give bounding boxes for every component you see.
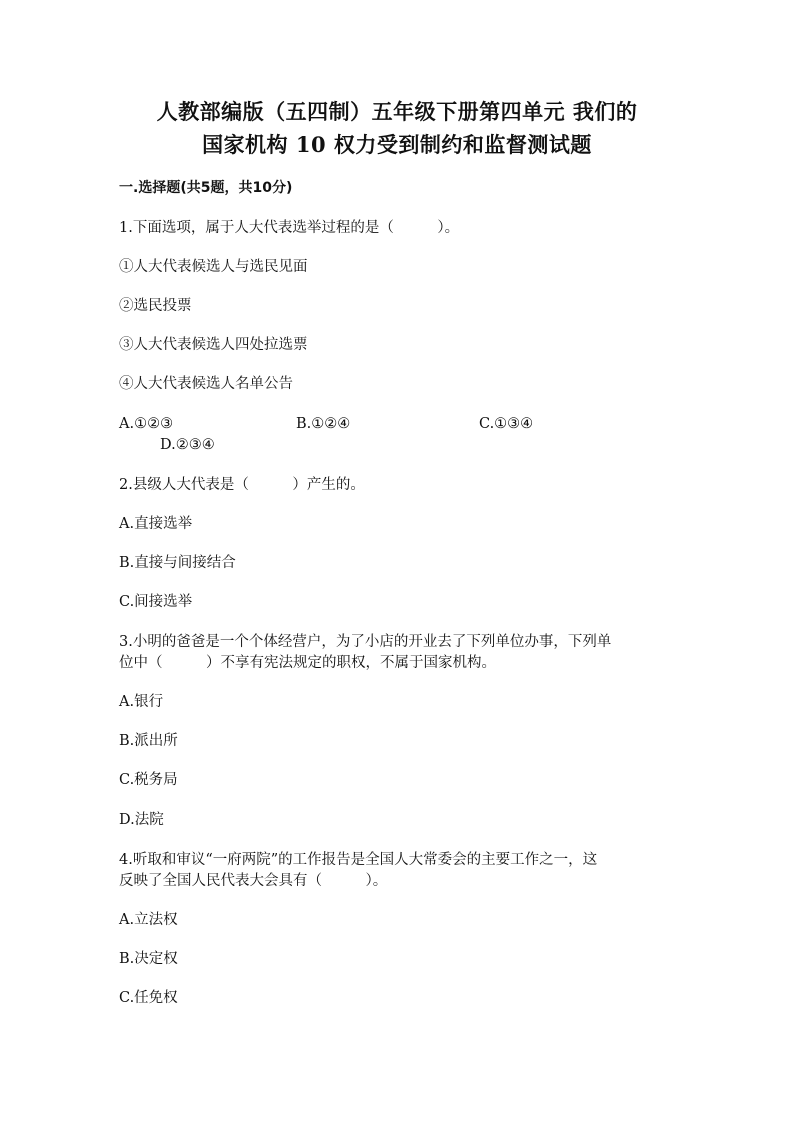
question-1-statement-3: ③人大代表候选人四处拉选票 (119, 337, 308, 353)
question-1-statement-2: ②选民投票 (119, 298, 192, 314)
question-3-option-a: A.银行 (119, 694, 164, 710)
question-4-stem-line-2: 反映了全国人民代表大会具有（ ）。 (119, 873, 388, 889)
question-3-option-b: B.派出所 (119, 733, 178, 749)
question-2-stem: 2.县级人大代表是（ ）产生的。 (119, 477, 365, 493)
question-1-option-c: C.①③④ (479, 416, 534, 432)
question-1-statement-1: ①人大代表候选人与选民见面 (119, 259, 308, 275)
question-1-option-d: D.②③④ (160, 437, 215, 453)
question-4-option-a: A.立法权 (119, 912, 178, 928)
question-3-stem-line-2: 位中（ ）不享有宪法规定的职权，不属于国家机构。 (119, 655, 496, 671)
question-3-option-c: C.税务局 (119, 772, 178, 788)
question-2-option-c: C.间接选举 (119, 594, 193, 610)
question-3-option-d: D.法院 (119, 812, 164, 828)
question-2-option-b: B.直接与间接结合 (119, 555, 236, 571)
question-4-stem-line-1: 4.听取和审议“一府两院”的工作报告是全国人大常委会的主要工作之一，这 (119, 852, 598, 868)
question-1-stem: 1.下面选项，属于人大代表选举过程的是（ ）。 (119, 220, 460, 236)
question-3-stem-line-1: 3.小明的爸爸是一个个体经营户，为了小店的开业去了下列单位办事，下列单 (119, 634, 612, 650)
document-title-line-1: 人教部编版（五四制）五年级下册第四单元 我们的 (156, 99, 638, 124)
question-2-option-a: A.直接选举 (119, 516, 193, 532)
question-4-option-b: B.决定权 (119, 951, 178, 967)
document-title-line-2: 国家机构 10 权力受到制约和监督测试题 (202, 132, 592, 157)
question-1-statement-4: ④人大代表候选人名单公告 (119, 376, 293, 392)
question-1-option-b: B.①②④ (296, 416, 351, 432)
question-4-option-c: C.任免权 (119, 990, 178, 1006)
question-1-option-a: A.①②③ (119, 416, 174, 432)
section-heading: 一.选择题(共5题，共10分) (119, 180, 293, 196)
